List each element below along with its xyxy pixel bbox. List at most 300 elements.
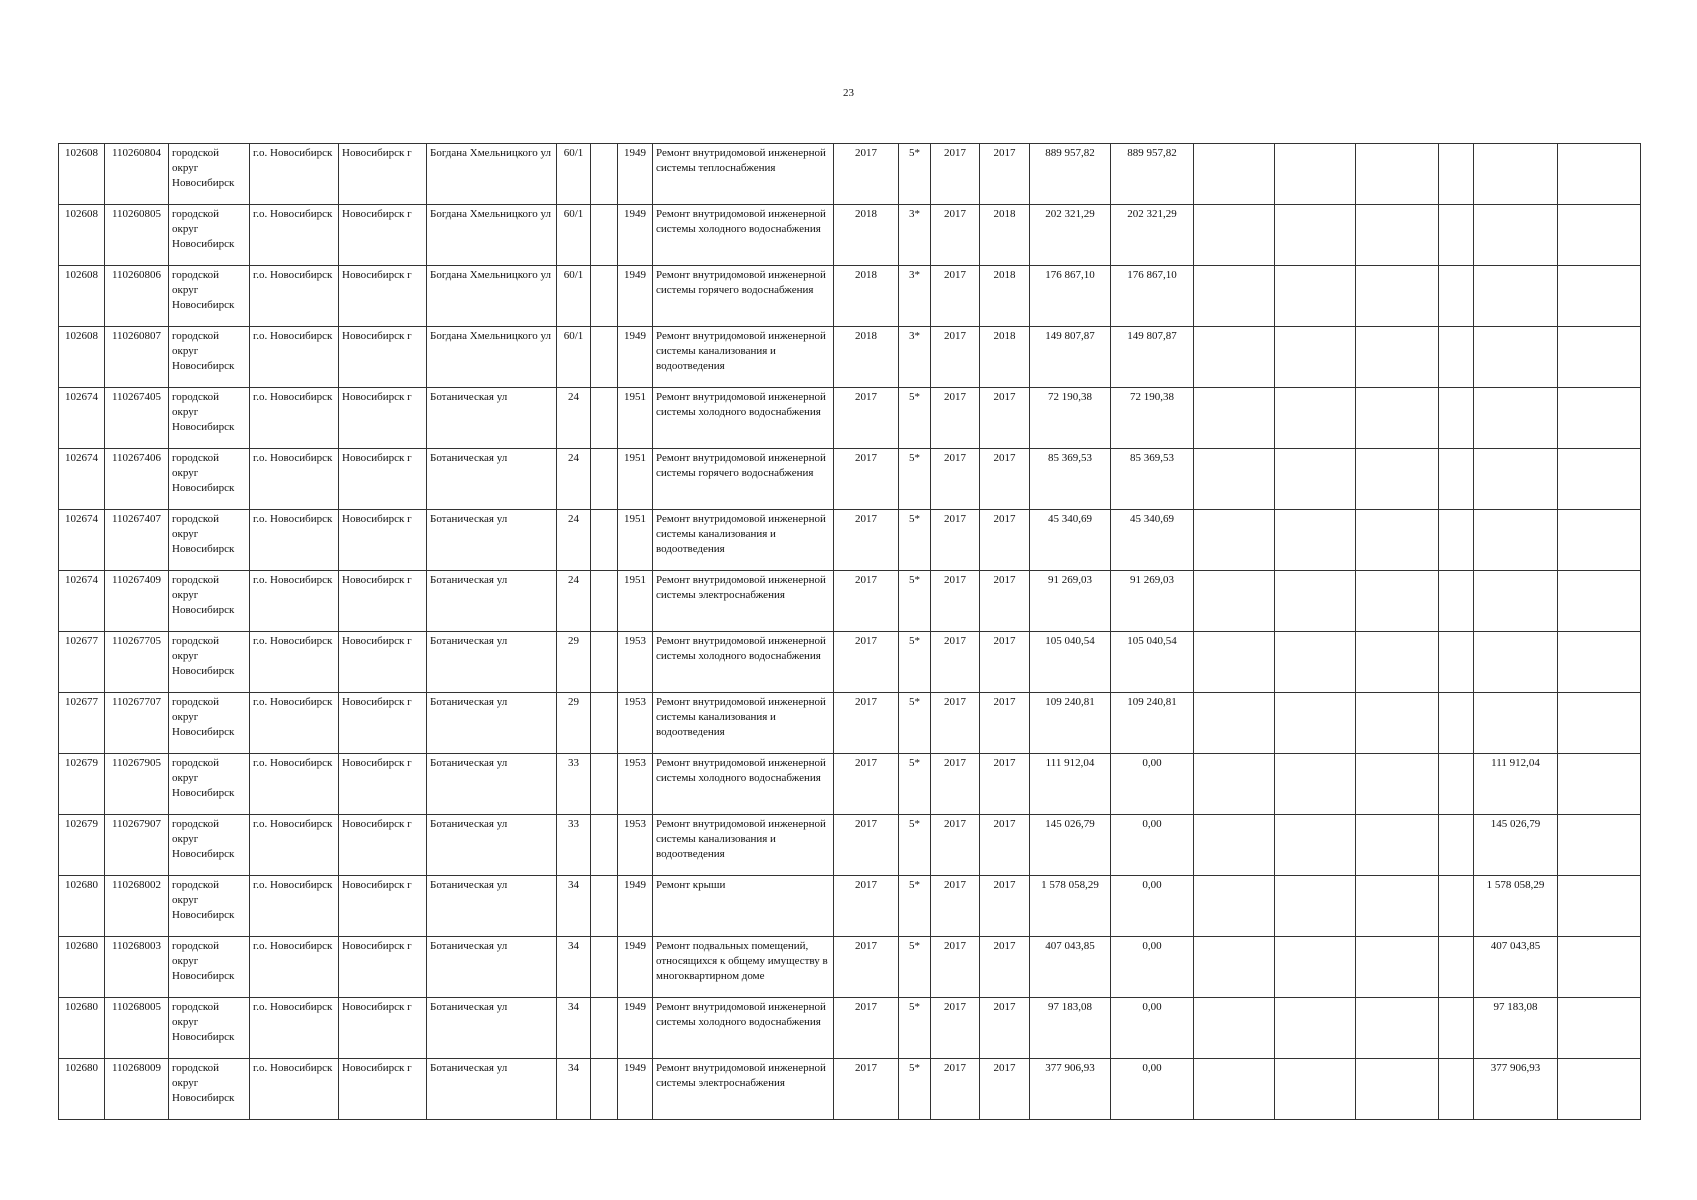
cell-house: 60/1: [557, 266, 591, 327]
cell-cost-f: 97 183,08: [1474, 998, 1558, 1059]
cell-cost-a: 889 957,82: [1111, 144, 1194, 205]
cell-house: 29: [557, 693, 591, 754]
cell-work: Ремонт внутридомовой инженерной системы горячего водоснабжения: [653, 449, 834, 510]
cell-cost-e: [1439, 998, 1474, 1059]
cell-city: Новосибирск г: [339, 632, 427, 693]
table-row: [59, 998, 1641, 1059]
cell-cost-a: 0,00: [1111, 1059, 1194, 1120]
cell-plan-year: 2017: [834, 510, 899, 571]
cell-cost-e: [1439, 815, 1474, 876]
cell-district: г.о. Новосибирск: [250, 449, 339, 510]
cell-id: 102674: [59, 388, 105, 449]
cell-plan-year: 2018: [834, 327, 899, 388]
cell-plan-year: 2018: [834, 205, 899, 266]
cell-cost-f: [1474, 510, 1558, 571]
cell-cost-e: [1439, 449, 1474, 510]
cell-street: Ботаническая ул: [427, 632, 557, 693]
cell-year-built: 1949: [618, 144, 653, 205]
cell-cost-g: [1558, 449, 1641, 510]
cell-municipality: городской округ Новосибирск: [169, 510, 250, 571]
cell-cost: 149 807,87: [1030, 327, 1111, 388]
cell-municipality: городской округ Новосибирск: [169, 754, 250, 815]
cell-cost-g: [1558, 1059, 1641, 1120]
cell-district: г.о. Новосибирск: [250, 937, 339, 998]
cell-code: 110267405: [105, 388, 169, 449]
cell-cost-e: [1439, 144, 1474, 205]
cell-district: г.о. Новосибирск: [250, 266, 339, 327]
cell-start-year: 2017: [931, 205, 980, 266]
cell-cost-b: [1194, 571, 1275, 632]
cell-category: 5*: [899, 998, 931, 1059]
cell-cost-g: [1558, 693, 1641, 754]
cell-code: 110260806: [105, 266, 169, 327]
cell-cost: 91 269,03: [1030, 571, 1111, 632]
cell-city: Новосибирск г: [339, 205, 427, 266]
cell-cost: 377 906,93: [1030, 1059, 1111, 1120]
cell-house: 24: [557, 388, 591, 449]
cell-start-year: 2017: [931, 449, 980, 510]
cell-house: 34: [557, 876, 591, 937]
cell-cost-a: 0,00: [1111, 815, 1194, 876]
cell-code: 110267409: [105, 571, 169, 632]
cell-start-year: 2017: [931, 876, 980, 937]
cell-category: 5*: [899, 510, 931, 571]
cell-code: 110260807: [105, 327, 169, 388]
cell-city: Новосибирск г: [339, 754, 427, 815]
cell-plan-year: 2017: [834, 632, 899, 693]
cell-start-year: 2017: [931, 937, 980, 998]
cell-municipality: городской округ Новосибирск: [169, 876, 250, 937]
cell-work: Ремонт внутридомовой инженерной системы электроснабжения: [653, 1059, 834, 1120]
cell-id: 102608: [59, 266, 105, 327]
cell-end-year: 2017: [980, 1059, 1030, 1120]
cell-cost: 85 369,53: [1030, 449, 1111, 510]
cell-cost-a: 0,00: [1111, 937, 1194, 998]
cell-cost-e: [1439, 937, 1474, 998]
cell-cost-g: [1558, 388, 1641, 449]
cell-cost-d: [1356, 266, 1439, 327]
cell-cost-d: [1356, 510, 1439, 571]
cell-cost-a: 45 340,69: [1111, 510, 1194, 571]
cell-plan-year: 2017: [834, 754, 899, 815]
cell-cost-d: [1356, 632, 1439, 693]
cell-cost-b: [1194, 388, 1275, 449]
table-row: [59, 205, 1641, 266]
cell-street: Богдана Хмельницкого ул: [427, 144, 557, 205]
cell-house: 33: [557, 815, 591, 876]
cell-plan-year: 2017: [834, 998, 899, 1059]
table-row: [59, 693, 1641, 754]
cell-house: 60/1: [557, 327, 591, 388]
cell-cost-c: [1275, 510, 1356, 571]
cell-cost-f: [1474, 632, 1558, 693]
cell-plan-year: 2017: [834, 937, 899, 998]
cell-city: Новосибирск г: [339, 876, 427, 937]
cell-id: 102680: [59, 998, 105, 1059]
cell-cost-b: [1194, 1059, 1275, 1120]
cell-district: г.о. Новосибирск: [250, 815, 339, 876]
cell-building: [591, 266, 618, 327]
cell-cost-f: 377 906,93: [1474, 1059, 1558, 1120]
cell-street: Ботаническая ул: [427, 1059, 557, 1120]
cell-house: 34: [557, 937, 591, 998]
cell-category: 5*: [899, 693, 931, 754]
cell-id: 102674: [59, 510, 105, 571]
cell-building: [591, 144, 618, 205]
cell-building: [591, 571, 618, 632]
cell-cost-c: [1275, 327, 1356, 388]
cell-building: [591, 1059, 618, 1120]
cell-plan-year: 2017: [834, 876, 899, 937]
cell-category: 3*: [899, 327, 931, 388]
cell-cost-d: [1356, 1059, 1439, 1120]
cell-house: 24: [557, 510, 591, 571]
cell-cost-e: [1439, 266, 1474, 327]
cell-municipality: городской округ Новосибирск: [169, 327, 250, 388]
cell-code: 110260805: [105, 205, 169, 266]
cell-cost-g: [1558, 876, 1641, 937]
cell-district: г.о. Новосибирск: [250, 144, 339, 205]
cell-cost: 1 578 058,29: [1030, 876, 1111, 937]
cell-cost-e: [1439, 876, 1474, 937]
cell-end-year: 2017: [980, 510, 1030, 571]
cell-start-year: 2017: [931, 1059, 980, 1120]
cell-building: [591, 815, 618, 876]
cell-work: Ремонт внутридомовой инженерной системы канализования и водоотведения: [653, 327, 834, 388]
cell-cost-c: [1275, 266, 1356, 327]
cell-cost-a: 72 190,38: [1111, 388, 1194, 449]
cell-cost-d: [1356, 327, 1439, 388]
cell-cost: 202 321,29: [1030, 205, 1111, 266]
cell-cost-f: 111 912,04: [1474, 754, 1558, 815]
cell-cost-e: [1439, 510, 1474, 571]
table-row: [59, 388, 1641, 449]
cell-street: Ботаническая ул: [427, 693, 557, 754]
cell-cost-b: [1194, 510, 1275, 571]
cell-start-year: 2017: [931, 571, 980, 632]
table-row: [59, 815, 1641, 876]
cell-work: Ремонт внутридомовой инженерной системы канализования и водоотведения: [653, 693, 834, 754]
cell-cost-g: [1558, 632, 1641, 693]
cell-id: 102680: [59, 876, 105, 937]
cell-cost-f: 145 026,79: [1474, 815, 1558, 876]
cell-year-built: 1951: [618, 571, 653, 632]
cell-code: 110267406: [105, 449, 169, 510]
cell-end-year: 2017: [980, 571, 1030, 632]
cell-code: 110260804: [105, 144, 169, 205]
cell-cost-a: 0,00: [1111, 998, 1194, 1059]
cell-category: 5*: [899, 876, 931, 937]
cell-cost-g: [1558, 571, 1641, 632]
cell-house: 29: [557, 632, 591, 693]
cell-cost-a: 149 807,87: [1111, 327, 1194, 388]
cell-cost: 145 026,79: [1030, 815, 1111, 876]
cell-house: 24: [557, 571, 591, 632]
cell-end-year: 2017: [980, 388, 1030, 449]
cell-street: Ботаническая ул: [427, 571, 557, 632]
cell-category: 5*: [899, 571, 931, 632]
cell-cost-d: [1356, 449, 1439, 510]
cell-cost-b: [1194, 632, 1275, 693]
cell-end-year: 2017: [980, 449, 1030, 510]
cell-city: Новосибирск г: [339, 693, 427, 754]
cell-municipality: городской округ Новосибирск: [169, 571, 250, 632]
cell-district: г.о. Новосибирск: [250, 754, 339, 815]
cell-street: Ботаническая ул: [427, 937, 557, 998]
cell-cost-c: [1275, 754, 1356, 815]
cell-code: 110267905: [105, 754, 169, 815]
cell-plan-year: 2018: [834, 266, 899, 327]
cell-cost-g: [1558, 998, 1641, 1059]
registry-table: [58, 143, 1641, 1120]
cell-cost-g: [1558, 510, 1641, 571]
cell-cost-c: [1275, 205, 1356, 266]
cell-category: 5*: [899, 144, 931, 205]
cell-district: г.о. Новосибирск: [250, 205, 339, 266]
cell-cost-g: [1558, 815, 1641, 876]
cell-end-year: 2017: [980, 815, 1030, 876]
table-row: [59, 571, 1641, 632]
cell-cost-a: 109 240,81: [1111, 693, 1194, 754]
cell-cost-f: 1 578 058,29: [1474, 876, 1558, 937]
cell-cost-d: [1356, 937, 1439, 998]
cell-cost-b: [1194, 266, 1275, 327]
cell-city: Новосибирск г: [339, 144, 427, 205]
cell-plan-year: 2017: [834, 815, 899, 876]
cell-cost: 111 912,04: [1030, 754, 1111, 815]
cell-year-built: 1953: [618, 754, 653, 815]
cell-year-built: 1951: [618, 449, 653, 510]
cell-cost-d: [1356, 998, 1439, 1059]
cell-category: 5*: [899, 754, 931, 815]
cell-cost: 176 867,10: [1030, 266, 1111, 327]
cell-cost-a: 0,00: [1111, 754, 1194, 815]
cell-id: 102608: [59, 144, 105, 205]
cell-code: 110268009: [105, 1059, 169, 1120]
cell-street: Ботаническая ул: [427, 449, 557, 510]
cell-category: 5*: [899, 388, 931, 449]
cell-start-year: 2017: [931, 388, 980, 449]
cell-district: г.о. Новосибирск: [250, 510, 339, 571]
cell-house: 33: [557, 754, 591, 815]
cell-work: Ремонт внутридомовой инженерной системы холодного водоснабжения: [653, 632, 834, 693]
cell-city: Новосибирск г: [339, 266, 427, 327]
cell-code: 110267907: [105, 815, 169, 876]
cell-city: Новосибирск г: [339, 815, 427, 876]
cell-street: Ботаническая ул: [427, 815, 557, 876]
cell-id: 102674: [59, 571, 105, 632]
cell-cost-g: [1558, 266, 1641, 327]
cell-cost-b: [1194, 144, 1275, 205]
cell-cost-g: [1558, 937, 1641, 998]
cell-cost-c: [1275, 998, 1356, 1059]
cell-district: г.о. Новосибирск: [250, 876, 339, 937]
cell-start-year: 2017: [931, 632, 980, 693]
cell-start-year: 2017: [931, 266, 980, 327]
cell-work: Ремонт внутридомовой инженерной системы холодного водоснабжения: [653, 205, 834, 266]
cell-street: Ботаническая ул: [427, 876, 557, 937]
cell-year-built: 1949: [618, 327, 653, 388]
table-row: [59, 266, 1641, 327]
cell-cost-e: [1439, 327, 1474, 388]
cell-city: Новосибирск г: [339, 327, 427, 388]
cell-cost-b: [1194, 998, 1275, 1059]
cell-start-year: 2017: [931, 815, 980, 876]
cell-municipality: городской округ Новосибирск: [169, 693, 250, 754]
cell-cost-f: [1474, 693, 1558, 754]
cell-cost-e: [1439, 1059, 1474, 1120]
cell-cost-a: 176 867,10: [1111, 266, 1194, 327]
cell-municipality: городской округ Новосибирск: [169, 266, 250, 327]
cell-street: Богдана Хмельницкого ул: [427, 266, 557, 327]
cell-code: 110268002: [105, 876, 169, 937]
cell-building: [591, 998, 618, 1059]
table-row: [59, 144, 1641, 205]
cell-cost: 407 043,85: [1030, 937, 1111, 998]
cell-city: Новосибирск г: [339, 1059, 427, 1120]
cell-street: Ботаническая ул: [427, 754, 557, 815]
cell-cost-e: [1439, 205, 1474, 266]
cell-cost-b: [1194, 937, 1275, 998]
cell-cost-d: [1356, 693, 1439, 754]
cell-city: Новосибирск г: [339, 571, 427, 632]
cell-plan-year: 2017: [834, 1059, 899, 1120]
cell-cost-g: [1558, 205, 1641, 266]
cell-cost-d: [1356, 144, 1439, 205]
cell-municipality: городской округ Новосибирск: [169, 1059, 250, 1120]
cell-category: 3*: [899, 205, 931, 266]
cell-cost-d: [1356, 754, 1439, 815]
table-row: [59, 1059, 1641, 1120]
cell-district: г.о. Новосибирск: [250, 388, 339, 449]
cell-id: 102608: [59, 327, 105, 388]
cell-work: Ремонт внутридомовой инженерной системы канализования и водоотведения: [653, 510, 834, 571]
cell-cost-a: 202 321,29: [1111, 205, 1194, 266]
cell-building: [591, 937, 618, 998]
table-row: [59, 632, 1641, 693]
cell-cost-e: [1439, 632, 1474, 693]
cell-municipality: городской округ Новосибирск: [169, 388, 250, 449]
cell-cost-c: [1275, 937, 1356, 998]
cell-cost: 889 957,82: [1030, 144, 1111, 205]
cell-cost-c: [1275, 1059, 1356, 1120]
cell-plan-year: 2017: [834, 449, 899, 510]
table-row: [59, 937, 1641, 998]
cell-year-built: 1951: [618, 510, 653, 571]
cell-start-year: 2017: [931, 693, 980, 754]
cell-plan-year: 2017: [834, 144, 899, 205]
cell-city: Новосибирск г: [339, 937, 427, 998]
cell-id: 102679: [59, 754, 105, 815]
cell-house: 34: [557, 1059, 591, 1120]
cell-municipality: городской округ Новосибирск: [169, 815, 250, 876]
cell-municipality: городской округ Новосибирск: [169, 449, 250, 510]
cell-cost-d: [1356, 571, 1439, 632]
cell-cost-c: [1275, 449, 1356, 510]
cell-city: Новосибирск г: [339, 998, 427, 1059]
cell-building: [591, 327, 618, 388]
cell-cost-a: 0,00: [1111, 876, 1194, 937]
cell-id: 102608: [59, 205, 105, 266]
cell-cost: 45 340,69: [1030, 510, 1111, 571]
cell-cost-d: [1356, 388, 1439, 449]
cell-cost-g: [1558, 144, 1641, 205]
cell-year-built: 1949: [618, 998, 653, 1059]
cell-category: 5*: [899, 449, 931, 510]
cell-cost-d: [1356, 205, 1439, 266]
cell-id: 102679: [59, 815, 105, 876]
cell-category: 5*: [899, 1059, 931, 1120]
cell-cost-f: [1474, 327, 1558, 388]
cell-city: Новосибирск г: [339, 510, 427, 571]
cell-municipality: городской округ Новосибирск: [169, 998, 250, 1059]
cell-cost-d: [1356, 815, 1439, 876]
cell-year-built: 1951: [618, 388, 653, 449]
cell-building: [591, 876, 618, 937]
cell-category: 5*: [899, 632, 931, 693]
cell-year-built: 1949: [618, 266, 653, 327]
cell-work: Ремонт крыши: [653, 876, 834, 937]
cell-house: 24: [557, 449, 591, 510]
cell-district: г.о. Новосибирск: [250, 693, 339, 754]
cell-cost-c: [1275, 693, 1356, 754]
cell-work: Ремонт внутридомовой инженерной системы теплоснабжения: [653, 144, 834, 205]
cell-year-built: 1949: [618, 876, 653, 937]
cell-year-built: 1949: [618, 205, 653, 266]
cell-plan-year: 2017: [834, 571, 899, 632]
cell-start-year: 2017: [931, 510, 980, 571]
cell-start-year: 2017: [931, 327, 980, 388]
cell-category: 3*: [899, 266, 931, 327]
table-row: [59, 510, 1641, 571]
cell-municipality: городской округ Новосибирск: [169, 205, 250, 266]
cell-municipality: городской округ Новосибирск: [169, 937, 250, 998]
cell-cost-b: [1194, 754, 1275, 815]
cell-cost-b: [1194, 327, 1275, 388]
cell-cost-a: 105 040,54: [1111, 632, 1194, 693]
cell-cost-e: [1439, 754, 1474, 815]
table-row: [59, 327, 1641, 388]
cell-cost-d: [1356, 876, 1439, 937]
cell-street: Ботаническая ул: [427, 998, 557, 1059]
cell-work: Ремонт внутридомовой инженерной системы холодного водоснабжения: [653, 388, 834, 449]
cell-cost-f: 407 043,85: [1474, 937, 1558, 998]
cell-code: 110268005: [105, 998, 169, 1059]
cell-id: 102674: [59, 449, 105, 510]
cell-work: Ремонт внутридомовой инженерной системы электроснабжения: [653, 571, 834, 632]
cell-cost: 97 183,08: [1030, 998, 1111, 1059]
cell-building: [591, 205, 618, 266]
cell-code: 110267705: [105, 632, 169, 693]
cell-cost-b: [1194, 815, 1275, 876]
cell-end-year: 2017: [980, 632, 1030, 693]
cell-cost-f: [1474, 266, 1558, 327]
page-number: 23: [843, 87, 854, 99]
cell-end-year: 2017: [980, 144, 1030, 205]
cell-end-year: 2017: [980, 693, 1030, 754]
cell-plan-year: 2017: [834, 693, 899, 754]
cell-district: г.о. Новосибирск: [250, 998, 339, 1059]
cell-start-year: 2017: [931, 144, 980, 205]
cell-work: Ремонт внутридомовой инженерной системы холодного водоснабжения: [653, 998, 834, 1059]
cell-cost-b: [1194, 449, 1275, 510]
cell-cost-a: 85 369,53: [1111, 449, 1194, 510]
table-body: [59, 144, 1641, 1120]
cell-cost-c: [1275, 571, 1356, 632]
cell-house: 34: [557, 998, 591, 1059]
cell-cost-c: [1275, 876, 1356, 937]
cell-cost-c: [1275, 632, 1356, 693]
